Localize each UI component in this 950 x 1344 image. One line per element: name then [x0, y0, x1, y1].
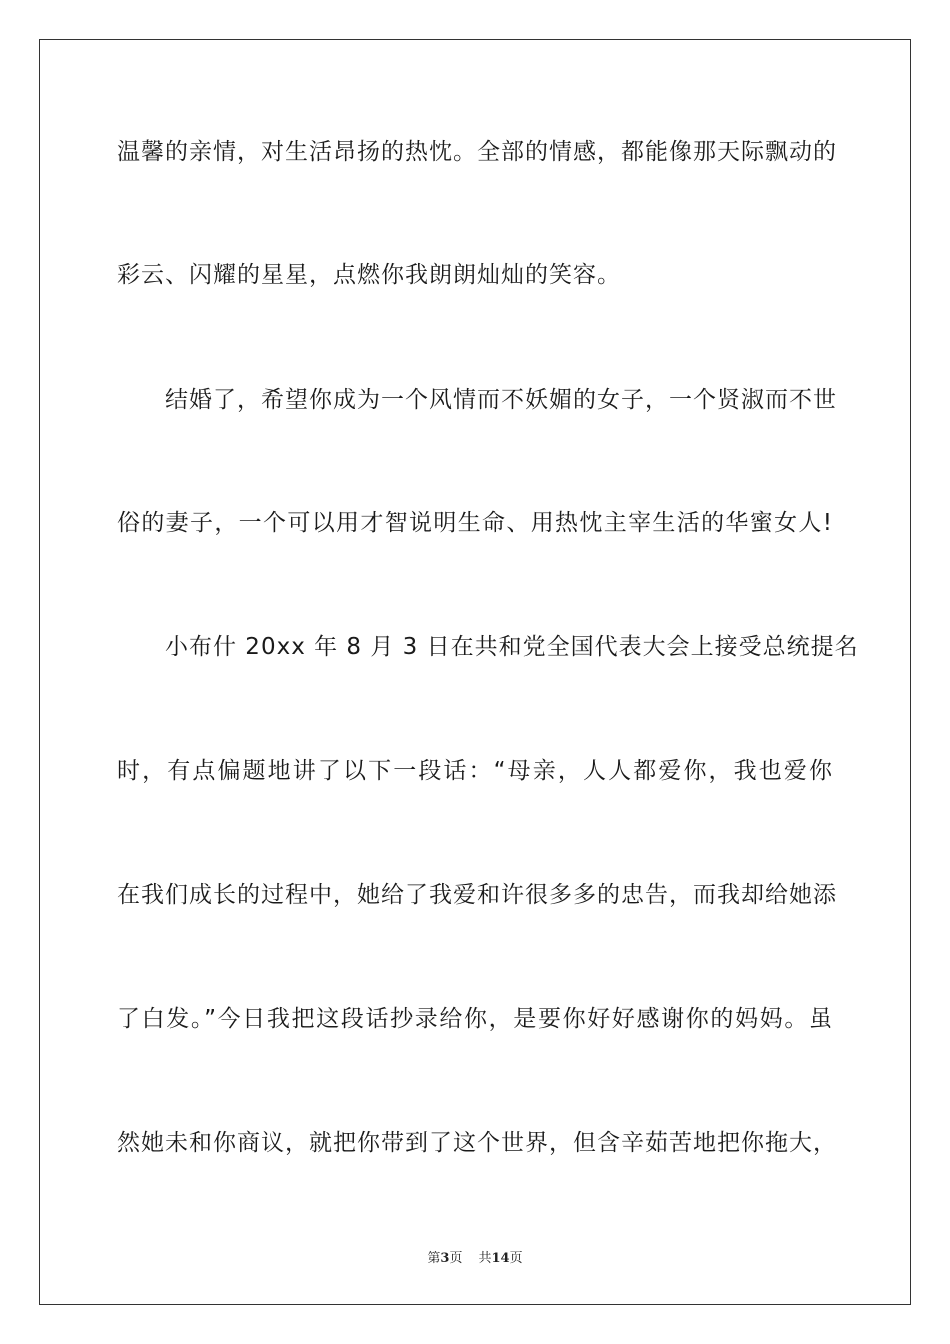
- current-page-number: 3: [440, 1251, 450, 1266]
- page-border: [39, 39, 911, 1305]
- total-page-number: 14: [491, 1251, 510, 1266]
- total-suffix: 页: [509, 1251, 523, 1266]
- text-line: 时，有点偏题地讲了以下一段话：“母亲，人人都爱你，我也爱你: [117, 758, 833, 784]
- page-suffix: 页: [449, 1251, 463, 1266]
- page-footer: [0, 1247, 950, 1266]
- text-line: 在我们成长的过程中，她给了我爱和许很多多的忠告，而我却给她添: [117, 882, 837, 908]
- text-line: 小布什 20xx 年 8 月 3 日在共和党全国代表大会上接受总统提名: [165, 634, 859, 660]
- text-line: 彩云、闪耀的星星，点燃你我朗朗灿灿的笑容。: [117, 262, 621, 288]
- text-line: 温馨的亲情，对生活昂扬的热忱。全部的情感，都能像那天际飘动的: [117, 139, 837, 165]
- text-line: 俗的妻子，一个可以用才智说明生命、用热忱主宰生活的华蜜女人!: [117, 510, 833, 536]
- text-line: 了白发。”今日我把这段话抄录给你，是要你好好感谢你的妈妈。虽: [117, 1006, 833, 1032]
- text-line: 然她未和你商议，就把你带到了这个世界，但含辛茹苦地把你拖大，: [117, 1130, 837, 1156]
- total-prefix: 共: [478, 1251, 492, 1266]
- page-prefix: 第: [427, 1251, 441, 1266]
- text-line: 结婚了，希望你成为一个风情而不妖媚的女子，一个贤淑而不世: [165, 387, 837, 413]
